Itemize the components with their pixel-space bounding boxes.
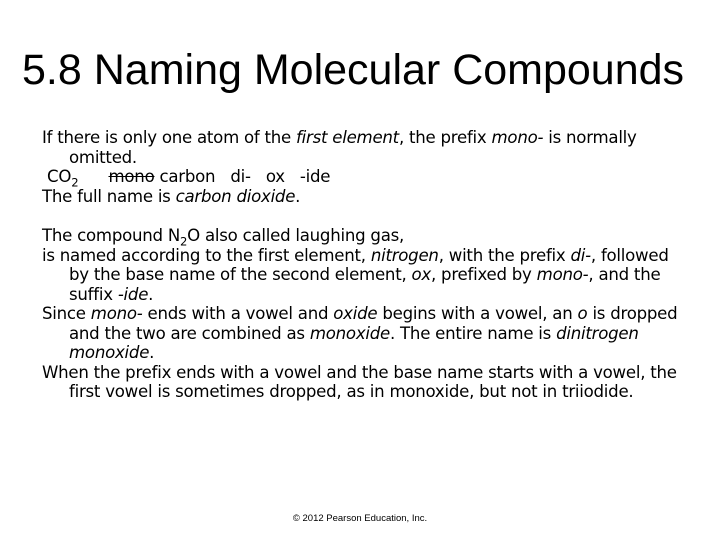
paragraph-prefix-mono [42,128,692,167]
emphasis-ox: ox [411,265,431,284]
spacer [78,167,108,186]
struck-mono: mono [108,167,155,186]
emphasis-first-element: first element [296,128,399,147]
formula-co: CO [47,167,72,186]
text-run: , prefixed by [431,265,537,284]
emphasis-nitrogen: nitrogen [370,245,439,265]
text-run: O also called laughing gas, [187,226,405,245]
emphasis-oxide: oxide [333,304,378,323]
formula-co2-breakdown [42,167,692,190]
copyright-footer: © 2012 Pearson Education, Inc. [292,513,428,524]
paragraph-naming-rule [42,246,692,305]
text-run: , and the suffix [69,265,661,304]
text-run: begins with a vowel, an [377,304,578,323]
emphasis-di: di- [570,245,591,265]
text-run: , followed by the base name of the second element, [69,245,669,284]
emphasis-ide: -ide [117,284,149,304]
text-run: The full name is [42,186,176,206]
formula-subscript: 2 [180,234,188,249]
emphasis-o: o [577,304,588,323]
text-run: is normally omitted. [69,128,637,167]
formula-subscript: 2 [71,175,79,190]
emphasis-mono: mono- [90,304,143,323]
text-run: The compound N [42,226,181,245]
slide-title: 5.8 Naming Molecular Compounds [22,46,685,94]
text-run: . [149,343,155,362]
text-run: is dropped and the two are combined as [69,304,678,343]
slide-body [42,128,692,402]
text-run: is named according to the first element, [42,245,371,265]
paragraph-vowel-drop [42,304,692,363]
text-run: . [148,284,154,304]
text-run: If there is only one atom of the [42,128,297,147]
text-run: . The entire name is [390,323,557,343]
paragraph-gap [42,206,692,226]
paragraph-vowel-exception: When the prefix ends with a vowel and the base name starts with a vowel, the first vowel is sometimes dropped, as in monoxide, but not in triiodide. [42,362,677,401]
text-run: ends with a vowel and [142,304,334,323]
emphasis-monoxide: monoxide [309,323,390,343]
emphasis-mono: mono- [491,128,544,147]
emphasis-carbon-dioxide: carbon dioxide [175,186,296,206]
emphasis-mono: mono- [536,265,589,284]
paragraph-laughing-gas [42,226,692,249]
text-run: , with the prefix [438,245,571,265]
emphasis-dinitrogen-monoxide: dinitrogen monoxide [69,323,639,362]
text-run: . [295,186,301,206]
formula-parts: carbon di- ox -ide [154,167,331,186]
text-run: , the prefix [398,128,492,147]
paragraph-full-name [42,187,692,207]
text-run: Since [42,304,91,323]
